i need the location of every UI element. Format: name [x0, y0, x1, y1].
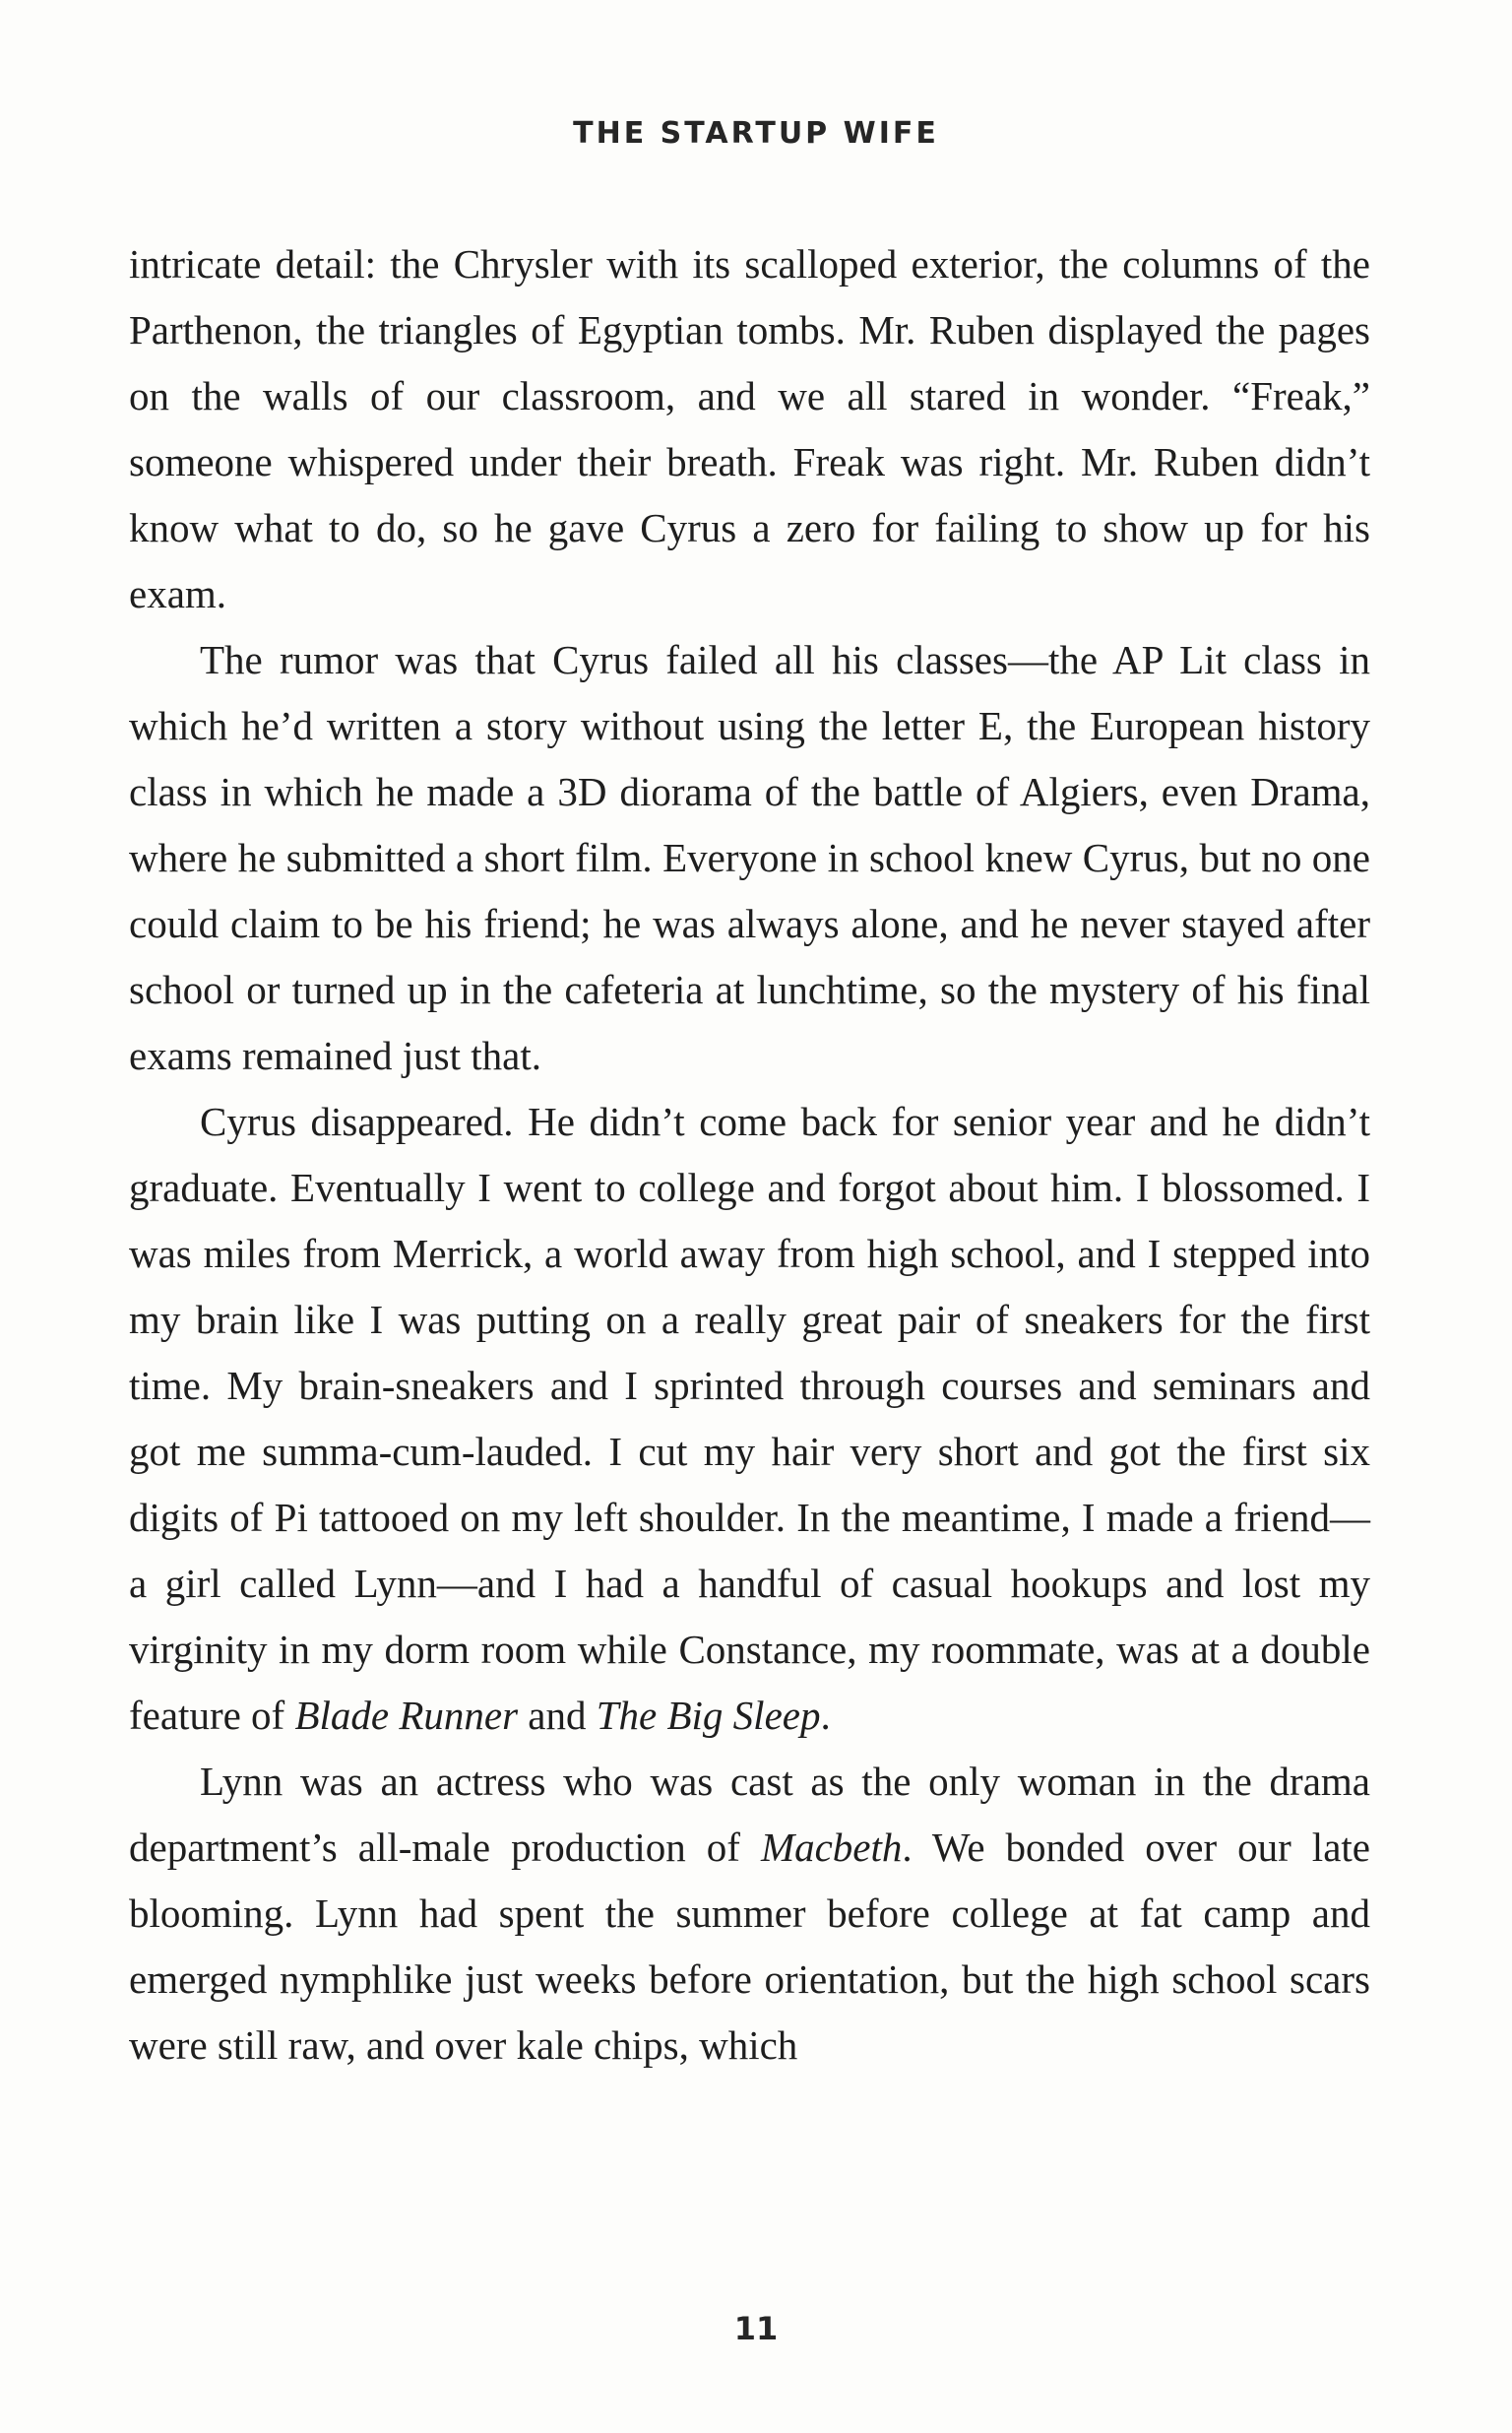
paragraph	[129, 231, 1370, 627]
text-segment: Lynn was an actress who was cast as the only woman in the drama department’s all-male production of	[129, 1759, 1370, 1870]
text-segment: The rumor was that Cyrus failed all his classes—the AP Lit class in which he’d written a story without using the letter E, the European history class in which he made a 3D diorama of the battle of Algiers, even Drama, where he submitted a short film. Everyone in school knew Cyrus, but no one could claim to be his friend; he was always alone, and he never stayed after school or turned up in the cafeteria at lunchtime, so the mystery of his final exams remained just that.	[129, 637, 1370, 1078]
body-text	[129, 231, 1370, 2079]
text-segment: Cyrus disappeared. He didn’t come back for senior year and he didn’t graduate. Eventually I went to college and forgot about him. I blossomed. I was miles from Merrick, a world away from high school, and I stepped into my brain like I was putting on a really great pair of sneakers for the first time. My brain-sneakers and I sprinted through courses and seminars and got me summa-cum-lauded. I cut my hair very short and got the first six digits of Pi tattooed on my left shoulder. In the meantime, I made a friend—a girl called Lynn—and I had a handful of casual hookups and lost my virginity in my dorm room while Constance, my roommate, was at a double feature of	[129, 1099, 1370, 1738]
italic-title: Blade Runner	[294, 1693, 519, 1738]
page-number: 11	[733, 2310, 779, 2347]
italic-title: The Big Sleep	[596, 1693, 821, 1738]
text-segment: . We bonded over our late blooming. Lynn had spent the summer before college at fat camp and emerged nymphlike just weeks before orientation, but the high school scars were still raw, and over kale chips, which	[129, 1825, 1370, 2068]
running-header: THE STARTUP WIFE	[573, 116, 939, 151]
paragraph	[129, 1089, 1370, 1749]
text-segment: and	[518, 1693, 597, 1738]
text-segment: intricate detail: the Chrysler with its scalloped exterior, the columns of the Parthenon, the triangles of Egyptian tombs. Mr. Ruben displayed the pages on the walls of our classroom, and we all stared in wonder. “Freak,” someone whispered under their breath. Freak was right. Mr. Ruben didn’t know what to do, so he gave Cyrus a zero for failing to show up for his exam.	[129, 241, 1370, 616]
text-segment: .	[820, 1693, 831, 1738]
italic-title: Macbeth	[760, 1825, 903, 1870]
paragraph	[129, 1749, 1370, 2079]
paragraph	[129, 627, 1370, 1089]
